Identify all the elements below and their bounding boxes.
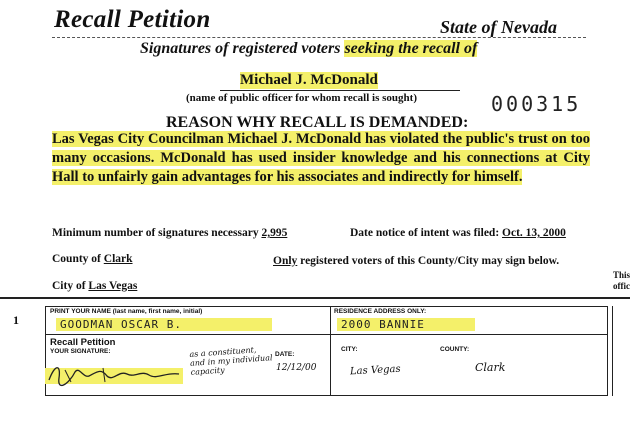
city-field-label: CITY:: [341, 346, 358, 353]
minimum-signatures: [52, 227, 287, 239]
table-top-rule: [0, 297, 630, 299]
reason-part-3: has violated the public's trust on too many occasions. McDonald has used insider knowledge and his connections at City Hall to unfairly gain advantages for his associates and indirectly for himself.: [52, 131, 590, 185]
county-line: [52, 253, 133, 265]
reason-heading: REASON WHY RECALL IS DEMANDED:: [166, 114, 469, 131]
notice-date: [350, 227, 566, 239]
handwritten-note: as a constituent, and in my individual capacity: [189, 345, 273, 377]
reason-part-2: Michael J. McDonald: [227, 131, 362, 147]
eligibility-rest: registered voters of this County/City may sign below.: [297, 255, 560, 267]
petition-number: 000315: [491, 92, 582, 116]
printed-name-field[interactable]: GOODMAN OSCAR B.: [56, 318, 272, 331]
notice-label: Date notice of intent was filed:: [350, 227, 500, 239]
residence-label: RESIDENCE ADDRESS ONLY:: [334, 308, 427, 315]
row-number: 1: [13, 313, 19, 327]
county-field[interactable]: Clark: [475, 361, 506, 374]
city-field[interactable]: Las Vegas: [349, 363, 401, 378]
reason-text: [52, 130, 590, 187]
date-field[interactable]: 12/12/00: [276, 363, 317, 373]
city-label: City of: [52, 280, 86, 292]
only-word: Only: [273, 255, 298, 267]
county-label: County of: [52, 253, 101, 265]
recall-petition-label: Recall Petition: [50, 337, 116, 348]
county-field-label: COUNTY:: [440, 346, 470, 353]
right-border: [612, 306, 613, 396]
handwritten-signature[interactable]: [45, 358, 185, 393]
signature-scribble-icon: [45, 358, 185, 388]
reason-part-1: Las Vegas City Councilman: [52, 131, 228, 147]
notice-value: Oct. 13, 2000: [502, 227, 566, 239]
residence-address-field[interactable]: 2000 BANNIE: [337, 318, 475, 331]
column-divider: [330, 306, 331, 396]
county-value: Clark: [103, 253, 133, 265]
subtitle: [140, 40, 477, 58]
officer-name: Michael J. McDonald: [240, 72, 378, 88]
eligibility-note: [273, 255, 559, 267]
state-label: State of Nevada: [440, 17, 557, 37]
side-note: This offic: [613, 270, 630, 291]
row-divider: [45, 334, 608, 335]
date-label: DATE:: [275, 351, 295, 358]
subtitle-lead: Signatures of registered voters: [140, 40, 341, 57]
min-sig-value: 2,995: [261, 227, 288, 239]
city-value: Las Vegas: [88, 280, 138, 292]
header-divider: [52, 37, 586, 38]
print-name-label: PRINT YOUR NAME (last name, first name, initial): [50, 308, 203, 315]
city-line: [52, 280, 137, 292]
subtitle-highlight: seeking the recall of: [344, 40, 478, 57]
signature-label: YOUR SIGNATURE:: [50, 348, 111, 355]
officer-caption: (name of public officer for whom recall is sought): [186, 92, 417, 104]
min-sig-label: Minimum number of signatures necessary: [52, 227, 259, 239]
document-title: Recall Petition: [54, 6, 211, 33]
officer-underline: [220, 90, 460, 91]
